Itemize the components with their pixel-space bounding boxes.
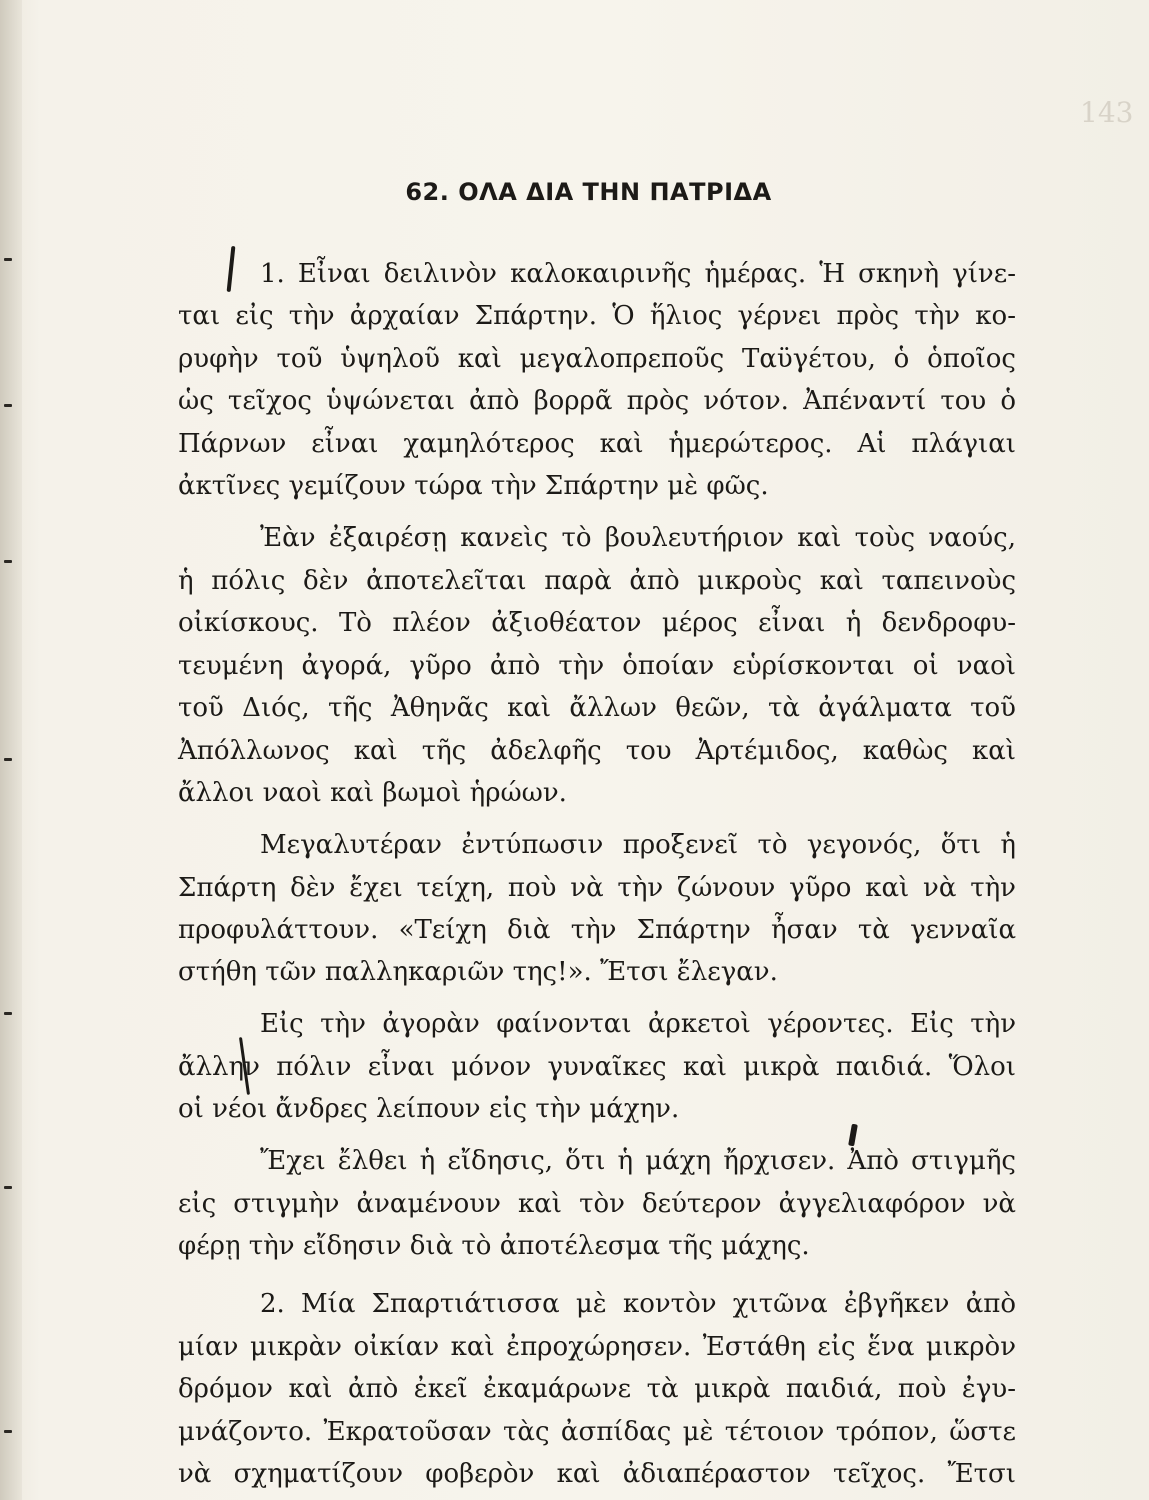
text-line: Εἰς τὴν ἀγορὰν φαίνονται ἀρκετοὶ γέροντες. Εἰς τὴν (260, 1009, 1016, 1040)
text-line: Σπάρτη δὲν ἔχει τείχη, ποὺ νὰ τὴν ζώνουν γῦρο καὶ νὰ τὴν (178, 872, 1016, 903)
text-line: ἄλλοι ναοὶ καὶ βωμοὶ ἡρώων. (178, 777, 567, 808)
binding-stitch (4, 560, 12, 563)
binding-stitch (4, 758, 12, 761)
text-line: οἱ νέοι ἄνδρες λείπουν εἰς τὴν μάχην. (178, 1094, 680, 1125)
text-line: 1. Εἶναι δειλινὸν καλοκαιρινῆς ἡμέρας. Ἡ σκηνὴ γίνε- (260, 259, 1016, 289)
text-line: ρυφὴν τοῦ ὑψηλοῦ καὶ μεγαλοπρεποῦς Ταϋγέτου, ὁ ὁποῖος (178, 343, 1016, 374)
pencil-mark (227, 246, 236, 292)
binding-edge (0, 0, 22, 1500)
text-line: Ἔχει ἔλθει ἡ εἴδησις, ὅτι ἡ μάχη ἤρχισεν. Ἀπὸ στιγμῆς (260, 1146, 1016, 1177)
text-line: ὡς τεῖχος ὑψώνεται ἀπὸ βορρᾶ πρὸς νότον. Ἀπέναντί του ὁ (178, 386, 1016, 417)
text-line: Ἐὰν ἐξαιρέσῃ κανεὶς τὸ βουλευτήριον καὶ τοὺς ναούς, (260, 523, 1016, 554)
chapter-title: 62. ΟΛΑ ΔΙΑ ΤΗΝ ΠΑΤΡΙΔΑ (405, 178, 772, 206)
text-line: ἀκτῖνες γεμίζουν τώρα τὴν Σπάρτην μὲ φῶς. (178, 471, 769, 502)
text-line: εἰς στιγμὴν ἀναμένουν καὶ τὸν δεύτερον ἀγγελιαφόρον νὰ (178, 1188, 1016, 1219)
text-line: προφυλάττουν. «Τείχη διὰ τὴν Σπάρτην ἦσαν τὰ γενναῖα (178, 914, 1016, 945)
text-line: στήθη τῶν παλληκαριῶν της!». Ἔτσι ἔλεγαν. (178, 957, 778, 988)
binding-stitch (4, 1430, 12, 1433)
text-line: Μεγαλυτέραν ἐντύπωσιν προξενεῖ τὸ γεγονός, ὅτι ἡ (260, 830, 1016, 861)
text-line: ἄλλην πόλιν εἶναι μόνον γυναῖκες καὶ μικρὰ παιδιά. Ὅλοι (178, 1051, 1016, 1082)
text-line: ται εἰς τὴν ἀρχαίαν Σπάρτην. Ὁ ἥλιος γέρνει πρὸς τὴν κο- (178, 301, 1016, 332)
text-line: οἰκίσκους. Τὸ πλέον ἀξιοθέατον μέρος εἶναι ἡ δενδροφυ- (178, 608, 1016, 639)
text-line: νὰ σχηματίζουν φοβερὸν καὶ ἀδιαπέραστον τεῖχος. Ἔτσι (178, 1459, 1016, 1489)
binding-stitch (4, 258, 12, 261)
bleed-through-page-number: 143 (1080, 96, 1134, 129)
binding-stitch (4, 1186, 12, 1189)
text-line: τευμένη ἀγορά, γῦρο ἀπὸ τὴν ὁποίαν εὑρίσκονται οἱ ναοὶ (178, 650, 1016, 681)
binding-stitch (4, 404, 12, 407)
text-line: δρόμον καὶ ἀπὸ ἐκεῖ ἐκαμάρωνε τὰ μικρὰ παιδιά, ποὺ ἐγυ- (178, 1374, 1016, 1405)
text-line: Ἀπόλλωνος καὶ τῆς ἀδελφῆς του Ἀρτέμιδος, καθὼς καὶ (178, 735, 1016, 766)
binding-stitch (4, 1012, 12, 1015)
text-line: Πάρνων εἶναι χαμηλότερος καὶ ἡμερώτερος. Αἱ πλάγιαι (178, 428, 1016, 459)
text-line: τοῦ Διός, τῆς Ἀθηνᾶς καὶ ἄλλων θεῶν, τὰ ἀγάλματα τοῦ (178, 693, 1016, 724)
text-line: ἡ πόλις δὲν ἀποτελεῖται παρὰ ἀπὸ μικροὺς καὶ ταπεινοὺς (178, 565, 1016, 596)
text-line: 2. Μία Σπαρτιάτισσα μὲ κοντὸν χιτῶνα ἐβγῆκεν ἀπὸ (260, 1289, 1016, 1320)
text-line: μίαν μικρὰν οἰκίαν καὶ ἐπροχώρησεν. Ἐστάθη εἰς ἕνα μικρὸν (178, 1331, 1016, 1362)
text-line: μνάζοντο. Ἐκρατοῦσαν τὰς ἀσπίδας μὲ τέτοιον τρόπον, ὥστε (178, 1416, 1016, 1447)
text-line: φέρῃ τὴν εἴδησιν διὰ τὸ ἀποτέλεσμα τῆς μάχης. (178, 1231, 810, 1262)
